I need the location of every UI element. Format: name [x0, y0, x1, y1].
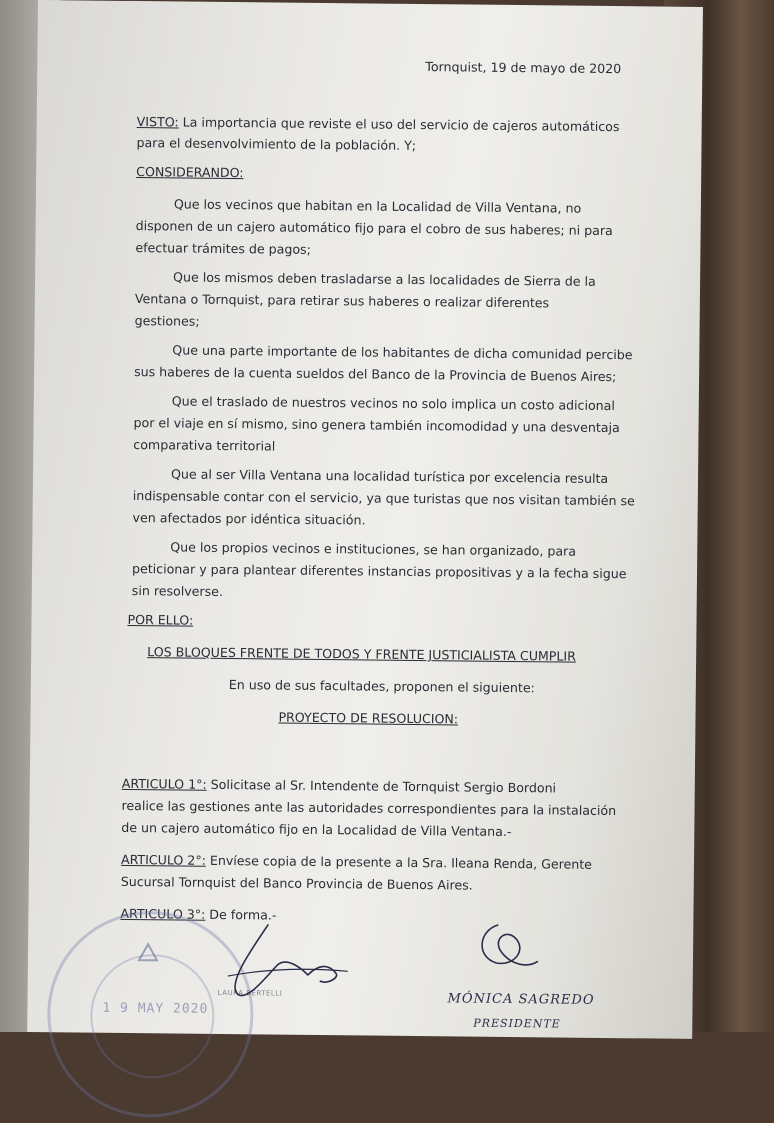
- date-line: Tornquist, 19 de mayo de 2020: [425, 59, 622, 77]
- paragraph-1-line-1: Que los vecinos que habitan en la Localidad de Villa Ventana, no: [173, 196, 582, 216]
- paragraph-6-line-1: Que los propios vecinos e instituciones, se han organizado, para: [170, 539, 577, 559]
- visto-line-2: para el desenvolvimiento de la población. Y;: [136, 135, 417, 153]
- articulo-1-line-3: de un cajero automático fijo en la Localidad de Villa Ventana.-: [121, 819, 512, 840]
- visto-label: VISTO:: [136, 114, 179, 130]
- stamp-date: 1 9 MAY 2020: [102, 1000, 209, 1017]
- paragraph-3-line-2: sus haberes de la cuenta sueldos del Banco de la Provincia de Buenos Aires;: [134, 364, 617, 385]
- paragraph-4-line-1: Que el traslado de nuestros vecinos no solo implica un costo adicional: [171, 393, 615, 414]
- right-signature-title: PRESIDENTE: [473, 1016, 561, 1031]
- paragraph-4-line-2: por el viaje en sí mismo, sino genera también incomodidad y una desventaja: [133, 415, 620, 436]
- articulo-3-text: De forma.-: [209, 906, 277, 923]
- stamp-triangle-icon: [137, 942, 159, 962]
- paragraph-1-line-2: disponen de un cajero automático fijo para el cobro de sus haberes; ni para: [135, 218, 613, 239]
- paragraph-5-line-1: Que al ser Villa Ventana una localidad turística por excelencia resulta: [170, 466, 609, 486]
- paragraph-3-line-1: Que una parte importante de los habitantes de dicha comunidad percibe: [172, 342, 633, 363]
- paragraph-4-line-3: comparativa territorial: [133, 437, 276, 454]
- articulo-2-line-2: Sucursal Tornquist del Banco Provincia de Buenos Aires.: [120, 873, 473, 893]
- articulo-2-text-1: Envíese copia de la presente a la Sra. Ileana Renda, Gerente: [209, 852, 593, 872]
- bloques-heading: LOS BLOQUES FRENTE DE TODOS Y FRENTE JUSTICIALISTA CUMPLIR: [147, 644, 577, 664]
- paragraph-5-line-3: ven afectados por idéntica situación.: [132, 510, 366, 528]
- articulo-1-text-1: Solicitase al Sr. Intendente de Tornquist Sergio Bordoni: [210, 776, 557, 796]
- considerando-label: CONSIDERANDO:: [136, 164, 244, 181]
- articulo-3-label: ARTICULO 3°:: [120, 905, 206, 922]
- visto-text-1: La importancia que reviste el uso del servicio de cajeros automáticos: [182, 114, 620, 135]
- proyecto-heading: PROYECTO DE RESOLUCION:: [278, 709, 459, 727]
- paragraph-2-line-2: Ventana o Tornquist, para retirar sus haberes o realizar diferentes: [134, 291, 550, 311]
- document-page: [27, 0, 703, 1039]
- en-uso-line: En uso de sus facultades, proponen el siguiente:: [228, 677, 535, 696]
- paragraph-6-line-2: peticionar y para plantear diferentes instancias propositivas y a la fecha sigue: [131, 561, 627, 582]
- articulo-2-label: ARTICULO 2°:: [120, 851, 206, 868]
- paragraph-2-line-3: gestiones;: [134, 313, 200, 329]
- left-signature-printed-name: LAURA BERTELLI: [217, 988, 283, 998]
- paragraph-6-line-3: sin resolverse.: [131, 583, 224, 599]
- right-signature-scribble: [458, 916, 569, 987]
- right-signature-name: MÓNICA SAGREDO: [447, 991, 595, 1008]
- por-ello-label: POR ELLO:: [127, 611, 194, 628]
- articulo-1-label: ARTICULO 1°:: [121, 775, 207, 792]
- articulo-1-line-2: realice las gestiones ante las autoridades correspondientes para la instalación: [121, 797, 617, 819]
- paragraph-1-line-3: efectuar trámites de pagos;: [135, 240, 311, 257]
- paragraph-2-line-1: Que los mismos deben trasladarse a las localidades de Sierra de la: [173, 269, 596, 289]
- paragraph-5-line-2: indispensable contar con el servicio, ya que turistas que nos visitan también se: [132, 488, 635, 509]
